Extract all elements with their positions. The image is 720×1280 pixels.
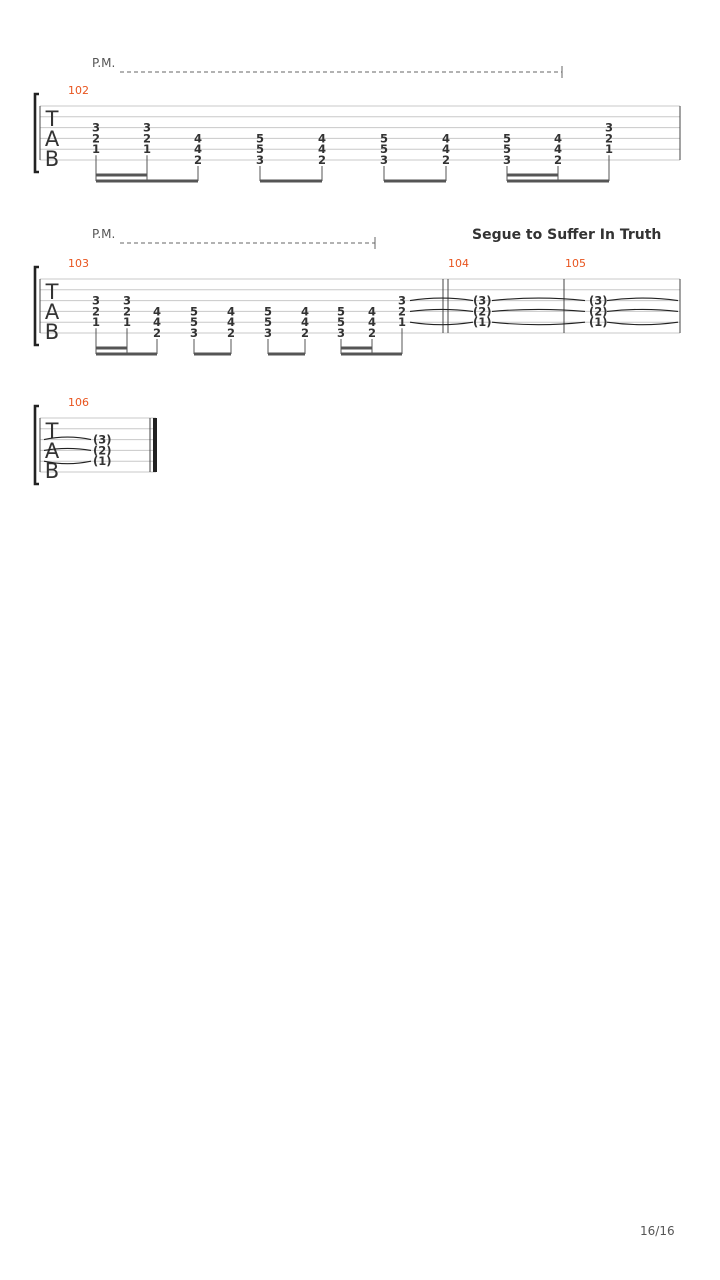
tab-clef-letter: A xyxy=(44,127,60,151)
fret-number: 3 xyxy=(91,120,101,135)
fret-number: 5 xyxy=(379,142,389,157)
fret-number: 3 xyxy=(122,293,132,308)
palm-mute-label: P.M. xyxy=(92,56,116,70)
fret-number: 4 xyxy=(152,315,162,330)
staff-system xyxy=(35,396,156,484)
fret-number: 2 xyxy=(441,153,451,167)
measure-number: 105 xyxy=(565,257,586,270)
tied-fret-number: (3) xyxy=(589,293,608,308)
fret-number: 2 xyxy=(152,326,162,340)
fret-number: 5 xyxy=(379,131,389,146)
fret-number: 5 xyxy=(263,304,273,319)
fret-number: 1 xyxy=(122,315,132,330)
fret-number: 3 xyxy=(91,293,101,308)
fret-number: 4 xyxy=(193,142,203,157)
fret-number: 1 xyxy=(397,315,407,330)
fret-number: 3 xyxy=(142,120,152,135)
fret-number: 5 xyxy=(336,304,346,319)
fret-number: 5 xyxy=(255,131,265,146)
fret-number: 4 xyxy=(317,142,327,157)
tied-fret-number: (1) xyxy=(473,315,492,330)
measure-number: 104 xyxy=(448,257,469,270)
staff-system xyxy=(35,227,680,354)
fret-number: 4 xyxy=(300,304,310,319)
fret-number: 2 xyxy=(397,304,407,319)
fret-number: 5 xyxy=(502,131,512,146)
fret-number: 4 xyxy=(441,131,451,146)
fret-number: 4 xyxy=(152,304,162,319)
tab-clef-letter: T xyxy=(45,107,59,131)
tied-fret-number: (2) xyxy=(93,443,112,458)
fret-number: 2 xyxy=(122,304,132,319)
fret-number: 1 xyxy=(604,142,614,157)
fret-number: 2 xyxy=(300,326,310,340)
fret-number: 3 xyxy=(379,153,389,167)
tied-fret-number: (2) xyxy=(589,304,608,319)
measure-number: 103 xyxy=(68,257,89,270)
fret-number: 5 xyxy=(189,315,199,330)
tab-clef-letter: T xyxy=(45,280,59,304)
fret-number: 3 xyxy=(502,153,512,167)
fret-number: 4 xyxy=(367,304,377,319)
fret-number: 5 xyxy=(336,315,346,330)
fret-number: 2 xyxy=(367,326,377,340)
fret-number: 4 xyxy=(226,315,236,330)
fret-number: 1 xyxy=(91,142,101,157)
fret-number: 4 xyxy=(193,131,203,146)
system-bracket xyxy=(35,94,39,172)
fret-number: 1 xyxy=(142,142,152,157)
fret-number: 1 xyxy=(91,315,101,330)
fret-number: 5 xyxy=(255,142,265,157)
tab-clef-letter: T xyxy=(45,419,59,443)
tied-fret-number: (3) xyxy=(93,432,112,447)
segue-text: Segue to Suffer In Truth xyxy=(472,227,662,243)
fret-number: 2 xyxy=(193,153,203,167)
tied-fret-number: (1) xyxy=(589,315,608,330)
fret-number: 2 xyxy=(91,304,101,319)
fret-number: 4 xyxy=(226,304,236,319)
fret-number: 3 xyxy=(189,326,199,340)
fret-number: 2 xyxy=(91,131,101,146)
fret-number: 5 xyxy=(189,304,199,319)
tab-clef-letter: B xyxy=(44,459,60,483)
fret-number: 2 xyxy=(553,153,563,167)
fret-number: 3 xyxy=(255,153,265,167)
tied-fret-number: (3) xyxy=(473,293,492,308)
tied-fret-number: (1) xyxy=(93,454,112,469)
fret-number: 4 xyxy=(553,142,563,157)
fret-number: 3 xyxy=(397,293,407,308)
tab-clef-letter: A xyxy=(44,439,60,463)
fret-number: 5 xyxy=(502,142,512,157)
palm-mute-label: P.M. xyxy=(92,227,116,241)
fret-number: 4 xyxy=(367,315,377,330)
fret-number: 4 xyxy=(441,142,451,157)
system-bracket xyxy=(35,406,39,484)
fret-number: 2 xyxy=(317,153,327,167)
measure-number: 102 xyxy=(68,84,89,97)
tab-clef-letter: B xyxy=(44,147,60,171)
system-bracket xyxy=(35,267,39,345)
fret-number: 4 xyxy=(317,131,327,146)
fret-number: 4 xyxy=(553,131,563,146)
tab-clef-letter: B xyxy=(44,320,60,344)
measure-number: 106 xyxy=(68,396,89,409)
tied-fret-number: (2) xyxy=(473,304,492,319)
fret-number: 4 xyxy=(300,315,310,330)
tab-clef-letter: A xyxy=(44,300,60,324)
fret-number: 3 xyxy=(604,120,614,135)
fret-number: 3 xyxy=(263,326,273,340)
fret-number: 2 xyxy=(226,326,236,340)
staff-system xyxy=(35,56,680,181)
fret-number: 2 xyxy=(604,131,614,146)
page-number: 16/16 xyxy=(640,1224,675,1238)
fret-number: 2 xyxy=(142,131,152,146)
fret-number: 5 xyxy=(263,315,273,330)
fret-number: 3 xyxy=(336,326,346,340)
